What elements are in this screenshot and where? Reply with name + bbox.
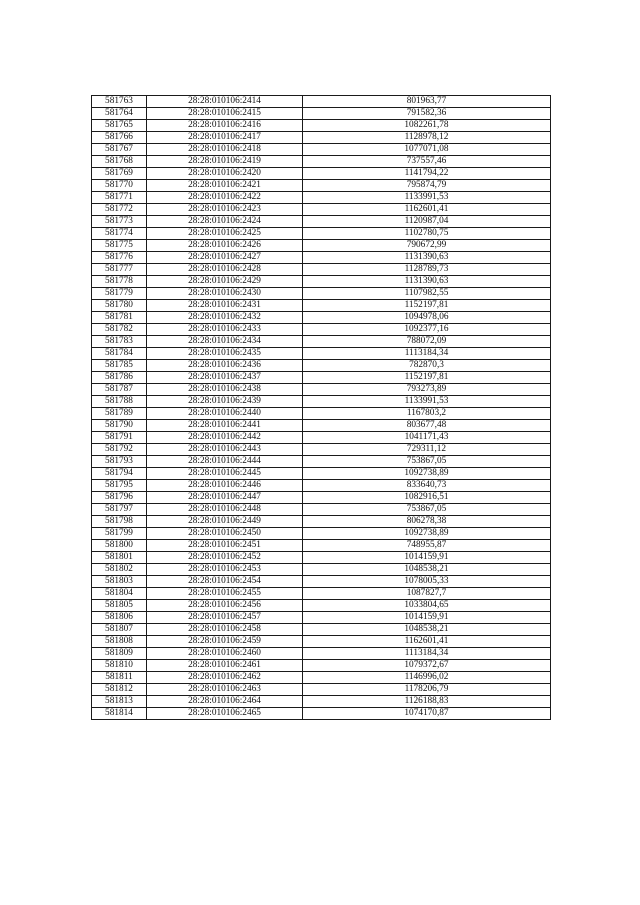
table-row: [92, 672, 551, 684]
table-row: [92, 708, 551, 720]
table-row: [92, 396, 551, 408]
value-cell: 782870,3: [303, 360, 551, 372]
value-cell: 1131390,63: [303, 252, 551, 264]
row-number-cell: 581799: [92, 528, 147, 540]
value-cell: 1113184,34: [303, 348, 551, 360]
value-cell: 1048538,21: [303, 564, 551, 576]
cadastral-number-cell: 28:28:010106:2425: [147, 228, 303, 240]
cadastral-number-cell: 28:28:010106:2439: [147, 396, 303, 408]
table-row: [92, 624, 551, 636]
cadastral-number-cell: 28:28:010106:2443: [147, 444, 303, 456]
value-cell: 748955,87: [303, 540, 551, 552]
table-row: [92, 300, 551, 312]
row-number-cell: 581794: [92, 468, 147, 480]
value-cell: 737557,46: [303, 156, 551, 168]
value-cell: 1082261,78: [303, 120, 551, 132]
row-number-cell: 581790: [92, 420, 147, 432]
cadastral-number-cell: 28:28:010106:2441: [147, 420, 303, 432]
row-number-cell: 581788: [92, 396, 147, 408]
table-row: [92, 684, 551, 696]
cadastral-number-cell: 28:28:010106:2420: [147, 168, 303, 180]
table-row: [92, 564, 551, 576]
cadastral-number-cell: 28:28:010106:2448: [147, 504, 303, 516]
value-cell: 1126188,83: [303, 696, 551, 708]
table-row: [92, 192, 551, 204]
row-number-cell: 581771: [92, 192, 147, 204]
cadastral-number-cell: 28:28:010106:2444: [147, 456, 303, 468]
row-number-cell: 581798: [92, 516, 147, 528]
value-cell: 1102780,75: [303, 228, 551, 240]
value-cell: 1014159,91: [303, 552, 551, 564]
value-cell: 729311,12: [303, 444, 551, 456]
data-table: [91, 95, 551, 720]
value-cell: 1074170,87: [303, 708, 551, 720]
table-row: [92, 348, 551, 360]
cadastral-number-cell: 28:28:010106:2432: [147, 312, 303, 324]
row-number-cell: 581764: [92, 108, 147, 120]
value-cell: 795874,79: [303, 180, 551, 192]
value-cell: 1092738,89: [303, 528, 551, 540]
value-cell: 753867,05: [303, 504, 551, 516]
cadastral-number-cell: 28:28:010106:2451: [147, 540, 303, 552]
value-cell: 1178206,79: [303, 684, 551, 696]
cadastral-number-cell: 28:28:010106:2440: [147, 408, 303, 420]
row-number-cell: 581791: [92, 432, 147, 444]
value-cell: 1094978,06: [303, 312, 551, 324]
cadastral-number-cell: 28:28:010106:2450: [147, 528, 303, 540]
cadastral-number-cell: 28:28:010106:2435: [147, 348, 303, 360]
cadastral-number-cell: 28:28:010106:2433: [147, 324, 303, 336]
cadastral-number-cell: 28:28:010106:2464: [147, 696, 303, 708]
table-row: [92, 480, 551, 492]
cadastral-number-cell: 28:28:010106:2442: [147, 432, 303, 444]
cadastral-number-cell: 28:28:010106:2414: [147, 96, 303, 108]
row-number-cell: 581803: [92, 576, 147, 588]
value-cell: 1082916,51: [303, 492, 551, 504]
value-cell: 1120987,04: [303, 216, 551, 228]
table-row: [92, 228, 551, 240]
table-row: [92, 372, 551, 384]
row-number-cell: 581779: [92, 288, 147, 300]
value-cell: 1141794,22: [303, 168, 551, 180]
table-row: [92, 636, 551, 648]
cadastral-number-cell: 28:28:010106:2461: [147, 660, 303, 672]
cadastral-number-cell: 28:28:010106:2452: [147, 552, 303, 564]
value-cell: 1162601,41: [303, 204, 551, 216]
table-row: [92, 252, 551, 264]
table-row: [92, 420, 551, 432]
row-number-cell: 581800: [92, 540, 147, 552]
cadastral-number-cell: 28:28:010106:2423: [147, 204, 303, 216]
value-cell: 1133991,53: [303, 192, 551, 204]
row-number-cell: 581809: [92, 648, 147, 660]
value-cell: 788072,09: [303, 336, 551, 348]
table-row: [92, 168, 551, 180]
value-cell: 1162601,41: [303, 636, 551, 648]
cadastral-number-cell: 28:28:010106:2434: [147, 336, 303, 348]
row-number-cell: 581775: [92, 240, 147, 252]
cadastral-number-cell: 28:28:010106:2459: [147, 636, 303, 648]
cadastral-number-cell: 28:28:010106:2416: [147, 120, 303, 132]
table-row: [92, 588, 551, 600]
cadastral-number-cell: 28:28:010106:2460: [147, 648, 303, 660]
value-cell: 790672,99: [303, 240, 551, 252]
cadastral-number-cell: 28:28:010106:2415: [147, 108, 303, 120]
row-number-cell: 581789: [92, 408, 147, 420]
cadastral-number-cell: 28:28:010106:2454: [147, 576, 303, 588]
row-number-cell: 581802: [92, 564, 147, 576]
table-row: [92, 528, 551, 540]
cadastral-number-cell: 28:28:010106:2436: [147, 360, 303, 372]
table-row: [92, 600, 551, 612]
value-cell: 1092738,89: [303, 468, 551, 480]
value-cell: 1152197,81: [303, 372, 551, 384]
row-number-cell: 581780: [92, 300, 147, 312]
cadastral-number-cell: 28:28:010106:2458: [147, 624, 303, 636]
value-cell: 1113184,34: [303, 648, 551, 660]
table-row: [92, 204, 551, 216]
row-number-cell: 581806: [92, 612, 147, 624]
table-row: [92, 492, 551, 504]
row-number-cell: 581804: [92, 588, 147, 600]
row-number-cell: 581807: [92, 624, 147, 636]
table-row: [92, 240, 551, 252]
value-cell: 753867,05: [303, 456, 551, 468]
table-row: [92, 180, 551, 192]
row-number-cell: 581769: [92, 168, 147, 180]
value-cell: 806278,38: [303, 516, 551, 528]
row-number-cell: 581808: [92, 636, 147, 648]
cadastral-number-cell: 28:28:010106:2445: [147, 468, 303, 480]
row-number-cell: 581778: [92, 276, 147, 288]
cadastral-number-cell: 28:28:010106:2417: [147, 132, 303, 144]
value-cell: 1014159,91: [303, 612, 551, 624]
table-row: [92, 288, 551, 300]
table-row: [92, 264, 551, 276]
cadastral-number-cell: 28:28:010106:2424: [147, 216, 303, 228]
cadastral-number-cell: 28:28:010106:2422: [147, 192, 303, 204]
row-number-cell: 581812: [92, 684, 147, 696]
value-cell: 1146996,02: [303, 672, 551, 684]
table-row: [92, 156, 551, 168]
row-number-cell: 581781: [92, 312, 147, 324]
table-row: [92, 108, 551, 120]
row-number-cell: 581765: [92, 120, 147, 132]
cadastral-number-cell: 28:28:010106:2446: [147, 480, 303, 492]
table-row: [92, 360, 551, 372]
table-row: [92, 408, 551, 420]
row-number-cell: 581796: [92, 492, 147, 504]
table-row: [92, 516, 551, 528]
row-number-cell: 581776: [92, 252, 147, 264]
row-number-cell: 581813: [92, 696, 147, 708]
row-number-cell: 581801: [92, 552, 147, 564]
table-body: [92, 96, 551, 720]
row-number-cell: 581797: [92, 504, 147, 516]
value-cell: 803677,48: [303, 420, 551, 432]
cadastral-number-cell: 28:28:010106:2419: [147, 156, 303, 168]
cadastral-number-cell: 28:28:010106:2449: [147, 516, 303, 528]
row-number-cell: 581768: [92, 156, 147, 168]
value-cell: 1107982,55: [303, 288, 551, 300]
table-row: [92, 276, 551, 288]
cadastral-number-cell: 28:28:010106:2453: [147, 564, 303, 576]
cadastral-number-cell: 28:28:010106:2418: [147, 144, 303, 156]
value-cell: 1167803,2: [303, 408, 551, 420]
row-number-cell: 581766: [92, 132, 147, 144]
table-row: [92, 552, 551, 564]
row-number-cell: 581784: [92, 348, 147, 360]
cadastral-number-cell: 28:28:010106:2455: [147, 588, 303, 600]
row-number-cell: 581770: [92, 180, 147, 192]
table-row: [92, 132, 551, 144]
cadastral-number-cell: 28:28:010106:2457: [147, 612, 303, 624]
table-row: [92, 96, 551, 108]
table-row: [92, 612, 551, 624]
row-number-cell: 581814: [92, 708, 147, 720]
table-row: [92, 444, 551, 456]
value-cell: 1092377,16: [303, 324, 551, 336]
value-cell: 1128978,12: [303, 132, 551, 144]
cadastral-number-cell: 28:28:010106:2463: [147, 684, 303, 696]
cadastral-number-cell: 28:28:010106:2431: [147, 300, 303, 312]
row-number-cell: 581810: [92, 660, 147, 672]
cadastral-number-cell: 28:28:010106:2429: [147, 276, 303, 288]
value-cell: 1131390,63: [303, 276, 551, 288]
row-number-cell: 581774: [92, 228, 147, 240]
value-cell: 1077071,08: [303, 144, 551, 156]
table-row: [92, 696, 551, 708]
value-cell: 1078005,33: [303, 576, 551, 588]
cadastral-number-cell: 28:28:010106:2430: [147, 288, 303, 300]
value-cell: 1128789,73: [303, 264, 551, 276]
cadastral-number-cell: 28:28:010106:2421: [147, 180, 303, 192]
table-row: [92, 384, 551, 396]
value-cell: 793273,89: [303, 384, 551, 396]
table-row: [92, 336, 551, 348]
table-row: [92, 660, 551, 672]
value-cell: 833640,73: [303, 480, 551, 492]
row-number-cell: 581763: [92, 96, 147, 108]
table-row: [92, 456, 551, 468]
value-cell: 791582,36: [303, 108, 551, 120]
cadastral-number-cell: 28:28:010106:2456: [147, 600, 303, 612]
cadastral-number-cell: 28:28:010106:2426: [147, 240, 303, 252]
row-number-cell: 581785: [92, 360, 147, 372]
row-number-cell: 581777: [92, 264, 147, 276]
cadastral-number-cell: 28:28:010106:2437: [147, 372, 303, 384]
table-row: [92, 144, 551, 156]
row-number-cell: 581795: [92, 480, 147, 492]
cadastral-number-cell: 28:28:010106:2462: [147, 672, 303, 684]
cadastral-number-cell: 28:28:010106:2438: [147, 384, 303, 396]
table-row: [92, 468, 551, 480]
value-cell: 1041171,43: [303, 432, 551, 444]
cadastral-number-cell: 28:28:010106:2427: [147, 252, 303, 264]
cadastral-number-cell: 28:28:010106:2465: [147, 708, 303, 720]
row-number-cell: 581782: [92, 324, 147, 336]
value-cell: 1033804,65: [303, 600, 551, 612]
row-number-cell: 581792: [92, 444, 147, 456]
cadastral-number-cell: 28:28:010106:2428: [147, 264, 303, 276]
table-row: [92, 120, 551, 132]
cadastral-number-cell: 28:28:010106:2447: [147, 492, 303, 504]
row-number-cell: 581773: [92, 216, 147, 228]
table-row: [92, 576, 551, 588]
value-cell: 1048538,21: [303, 624, 551, 636]
table-row: [92, 216, 551, 228]
table-row: [92, 540, 551, 552]
table-row: [92, 312, 551, 324]
table-row: [92, 432, 551, 444]
value-cell: 1133991,53: [303, 396, 551, 408]
row-number-cell: 581787: [92, 384, 147, 396]
row-number-cell: 581786: [92, 372, 147, 384]
value-cell: 1152197,81: [303, 300, 551, 312]
row-number-cell: 581772: [92, 204, 147, 216]
row-number-cell: 581783: [92, 336, 147, 348]
row-number-cell: 581805: [92, 600, 147, 612]
row-number-cell: 581811: [92, 672, 147, 684]
table-row: [92, 648, 551, 660]
row-number-cell: 581767: [92, 144, 147, 156]
row-number-cell: 581793: [92, 456, 147, 468]
value-cell: 801963,77: [303, 96, 551, 108]
value-cell: 1087827,7: [303, 588, 551, 600]
table-row: [92, 504, 551, 516]
table-row: [92, 324, 551, 336]
value-cell: 1079372,67: [303, 660, 551, 672]
